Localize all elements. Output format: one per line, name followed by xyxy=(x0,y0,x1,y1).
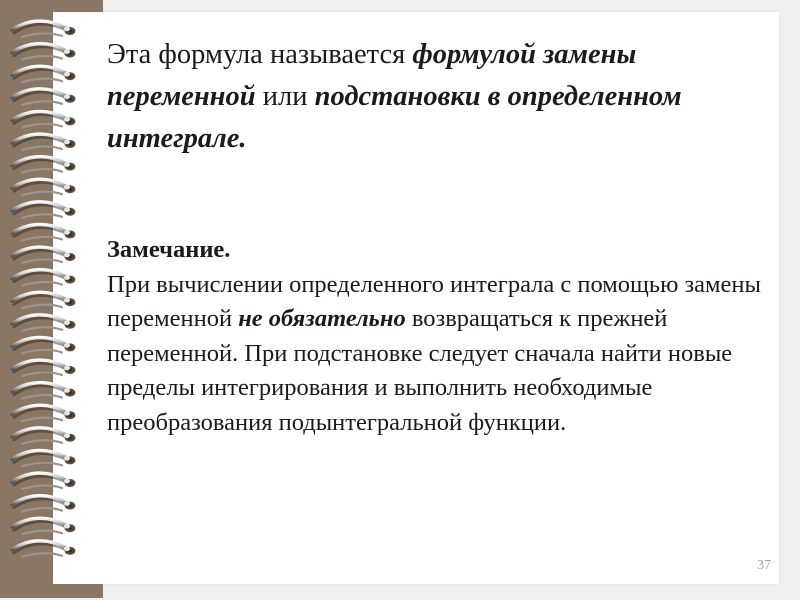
spiral-loop xyxy=(12,383,76,399)
spiral-loop xyxy=(12,66,76,82)
spiral-loop xyxy=(12,541,76,557)
remark-block xyxy=(107,233,767,440)
spiral-loop xyxy=(12,292,76,308)
formula-heading xyxy=(107,34,767,160)
spiral-loop xyxy=(12,473,76,489)
heading-emphasis-2: подстановки в определенном интеграле. xyxy=(107,81,682,154)
spiral-loop xyxy=(12,496,76,512)
spiral-loop xyxy=(12,44,76,60)
heading-text-2: или xyxy=(255,81,315,112)
spiral-binding-icon xyxy=(0,0,110,600)
spiral-loop xyxy=(12,111,76,127)
spiral-loop xyxy=(12,89,76,105)
spiral-loop xyxy=(12,360,76,376)
spiral-loop xyxy=(12,157,76,173)
spiral-loop xyxy=(12,270,76,286)
spiral-loop xyxy=(12,518,76,534)
spiral-loop xyxy=(12,202,76,218)
spiral-loop xyxy=(12,337,76,353)
remark-text-1: При вычислении определенного интеграла с помощью замены переменной xyxy=(107,270,761,332)
spiral-loop xyxy=(12,428,76,444)
spiral-loop xyxy=(12,134,76,150)
heading-emphasis-1: формулой замены переменной xyxy=(107,39,637,112)
remark-emphasis: не обязательно xyxy=(238,305,406,332)
remark-title: Замечание. xyxy=(107,236,231,263)
remark-text-2: возвращаться к прежней переменной. При подстановке следует сначала найти новые пределы интегрирования и выполнить необходимые преобразования подынтегральной функции. xyxy=(107,305,733,436)
slide-content xyxy=(107,34,767,440)
spiral-loop xyxy=(12,21,76,37)
page-number: 37 xyxy=(757,558,771,573)
spiral-loop xyxy=(12,224,76,240)
spiral-loop xyxy=(12,179,76,195)
spiral-loop xyxy=(12,405,76,421)
spiral-loop xyxy=(12,315,76,331)
heading-text-1: Эта формула называется xyxy=(107,39,413,70)
spiral-loop xyxy=(12,450,76,466)
spiral-loop xyxy=(12,247,76,263)
